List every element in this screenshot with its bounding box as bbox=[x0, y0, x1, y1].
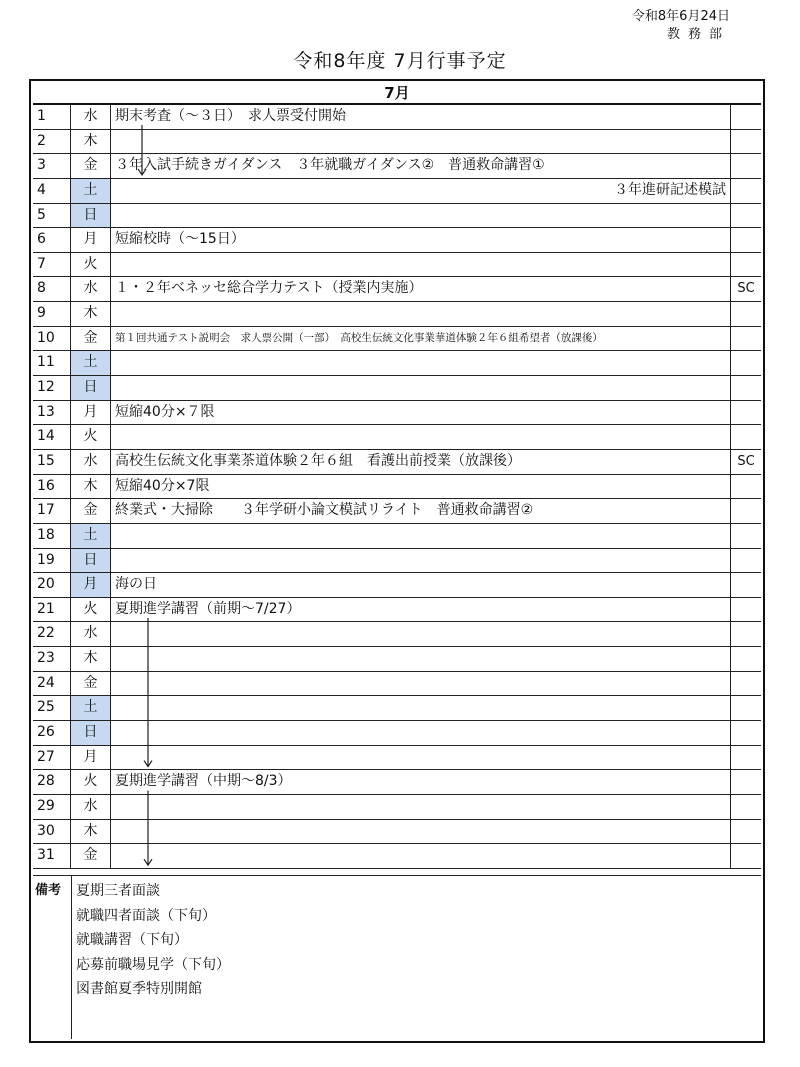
remarks-label: 備考 bbox=[35, 883, 62, 898]
table-row bbox=[33, 844, 761, 869]
event-cell: 夏期進学講習（中期～8/3） bbox=[111, 770, 731, 794]
table-row bbox=[33, 672, 761, 697]
table-row bbox=[33, 746, 761, 771]
day-cell: 14 bbox=[33, 425, 71, 449]
event-cell bbox=[111, 672, 731, 696]
table-row bbox=[33, 598, 761, 623]
weekday-cell: 日 bbox=[71, 204, 111, 228]
note-cell bbox=[731, 253, 761, 277]
table-row bbox=[33, 524, 761, 549]
note-cell bbox=[731, 622, 761, 646]
document-title: 令和8年度 7月行事予定 bbox=[293, 50, 507, 72]
remark-item: 就職四者面談（下旬） bbox=[76, 907, 216, 924]
day-cell: 13 bbox=[33, 401, 71, 425]
note-cell bbox=[731, 844, 761, 868]
event-cell bbox=[111, 351, 731, 375]
event-cell bbox=[111, 746, 731, 770]
note-cell bbox=[731, 672, 761, 696]
weekday-cell: 金 bbox=[71, 844, 111, 868]
event-cell bbox=[111, 253, 731, 277]
day-cell: 26 bbox=[33, 721, 71, 745]
event-cell: 短縮40分×７限 bbox=[111, 401, 731, 425]
event-cell bbox=[111, 622, 731, 646]
event-cell bbox=[111, 524, 731, 548]
day-cell: 15 bbox=[33, 450, 71, 474]
note-cell bbox=[731, 105, 761, 129]
table-row bbox=[33, 820, 761, 845]
day-cell: 17 bbox=[33, 499, 71, 523]
note-cell bbox=[731, 154, 761, 178]
note-cell bbox=[731, 770, 761, 794]
weekday-cell: 火 bbox=[71, 598, 111, 622]
day-cell: 20 bbox=[33, 573, 71, 597]
weekday-cell: 水 bbox=[71, 277, 111, 301]
weekday-cell: 水 bbox=[71, 105, 111, 129]
table-row bbox=[33, 228, 761, 253]
weekday-cell: 木 bbox=[71, 302, 111, 326]
event-cell: １・２年ベネッセ総合学力テスト（授業内実施） bbox=[111, 277, 731, 301]
table-row bbox=[33, 770, 761, 795]
day-cell: 1 bbox=[33, 105, 71, 129]
note-cell bbox=[731, 598, 761, 622]
table-row bbox=[33, 696, 761, 721]
weekday-cell: 火 bbox=[71, 770, 111, 794]
note-cell bbox=[731, 401, 761, 425]
note-cell bbox=[731, 647, 761, 671]
weekday-cell: 月 bbox=[71, 228, 111, 252]
event-cell bbox=[111, 549, 731, 573]
note-cell: SC bbox=[737, 281, 755, 297]
day-cell: 12 bbox=[33, 376, 71, 400]
day-cell: 30 bbox=[33, 820, 71, 844]
note-cell bbox=[731, 130, 761, 154]
event-cell: 期末考査（～３日） 求人票受付開始 bbox=[111, 105, 731, 129]
remark-item: 夏期三者面談 bbox=[76, 883, 160, 899]
note-cell bbox=[731, 573, 761, 597]
weekday-cell: 火 bbox=[71, 253, 111, 277]
weekday-cell: 水 bbox=[71, 450, 111, 474]
event-cell: 短縮40分×7限 bbox=[111, 475, 731, 499]
event-cell bbox=[111, 721, 731, 745]
day-cell: 10 bbox=[33, 327, 71, 351]
note-cell: SC bbox=[737, 453, 755, 469]
event-cell bbox=[111, 820, 731, 844]
header-date: 令和8年6月24日 bbox=[631, 9, 730, 24]
weekday-cell: 土 bbox=[71, 351, 111, 375]
day-cell: 23 bbox=[33, 647, 71, 671]
event-cell bbox=[111, 130, 731, 154]
table-row bbox=[33, 401, 761, 426]
event-cell bbox=[111, 204, 731, 228]
table-row bbox=[33, 327, 761, 352]
weekday-cell: 木 bbox=[71, 475, 111, 499]
day-cell: 5 bbox=[33, 204, 71, 228]
note-cell bbox=[731, 524, 761, 548]
event-cell bbox=[111, 376, 731, 400]
day-cell: 31 bbox=[33, 844, 71, 868]
event-cell bbox=[111, 647, 731, 671]
note-cell bbox=[731, 228, 761, 252]
day-cell: 2 bbox=[33, 130, 71, 154]
note-cell bbox=[731, 820, 761, 844]
note-cell bbox=[731, 696, 761, 720]
note-cell bbox=[731, 179, 761, 203]
event-cell: 高校生伝統文化事業茶道体験２年６組 看護出前授業（放課後） bbox=[111, 450, 731, 474]
day-cell: 8 bbox=[33, 277, 71, 301]
day-cell: 11 bbox=[33, 351, 71, 375]
event-cell: 第１回共通テスト説明会 求人票公開（一部） 高校生伝統文化事業華道体験２年６組希望者（放課後） bbox=[111, 327, 731, 351]
table-row bbox=[33, 105, 761, 130]
day-cell: 18 bbox=[33, 524, 71, 548]
day-cell: 22 bbox=[33, 622, 71, 646]
weekday-cell: 月 bbox=[71, 746, 111, 770]
note-cell bbox=[731, 425, 761, 449]
event-cell: ３年入試手続きガイダンス ３年就職ガイダンス② 普通救命講習① bbox=[111, 154, 731, 178]
weekday-cell: 火 bbox=[71, 425, 111, 449]
note-cell bbox=[731, 499, 761, 523]
remarks-section bbox=[33, 875, 761, 1039]
table-row bbox=[33, 795, 761, 820]
event-cell: 夏期進学講習（前期～7/27） bbox=[111, 598, 731, 622]
weekday-cell: 木 bbox=[71, 647, 111, 671]
table-row bbox=[33, 573, 761, 598]
weekday-cell: 木 bbox=[71, 130, 111, 154]
table-row bbox=[33, 351, 761, 376]
weekday-cell: 土 bbox=[71, 179, 111, 203]
table-row bbox=[33, 450, 761, 475]
day-cell: 21 bbox=[33, 598, 71, 622]
day-cell: 3 bbox=[33, 154, 71, 178]
weekday-cell: 水 bbox=[71, 622, 111, 646]
day-cell: 19 bbox=[33, 549, 71, 573]
month-header: 7月 bbox=[33, 81, 761, 105]
day-cell: 4 bbox=[33, 179, 71, 203]
weekday-cell: 月 bbox=[71, 573, 111, 597]
schedule-grid bbox=[33, 105, 761, 869]
event-cell bbox=[111, 844, 731, 868]
table-row bbox=[33, 721, 761, 746]
weekday-cell: 土 bbox=[71, 524, 111, 548]
table-row bbox=[33, 499, 761, 524]
weekday-cell: 金 bbox=[71, 499, 111, 523]
remark-item: 応募前職場見学（下旬） bbox=[76, 956, 230, 973]
weekday-cell: 日 bbox=[71, 376, 111, 400]
note-cell bbox=[731, 475, 761, 499]
event-cell bbox=[111, 696, 731, 720]
table-row bbox=[33, 154, 761, 179]
weekday-cell: 水 bbox=[71, 795, 111, 819]
table-row bbox=[33, 204, 761, 229]
event-cell: 短縮校時（～15日） bbox=[111, 228, 731, 252]
note-cell bbox=[731, 549, 761, 573]
day-cell: 6 bbox=[33, 228, 71, 252]
event-cell: 終業式・大掃除 ３年学研小論文模試リライト 普通救命講習② bbox=[111, 499, 731, 523]
note-cell bbox=[731, 746, 761, 770]
table-row bbox=[33, 277, 761, 302]
table-row bbox=[33, 622, 761, 647]
table-row bbox=[33, 647, 761, 672]
event-cell bbox=[111, 425, 731, 449]
weekday-cell: 木 bbox=[71, 820, 111, 844]
day-cell: 27 bbox=[33, 746, 71, 770]
day-cell: 29 bbox=[33, 795, 71, 819]
weekday-cell: 土 bbox=[71, 696, 111, 720]
remark-item: 図書館夏季特別開館 bbox=[76, 981, 202, 997]
day-cell: 9 bbox=[33, 302, 71, 326]
note-cell bbox=[731, 302, 761, 326]
remarks-list bbox=[71, 876, 761, 1039]
weekday-cell: 日 bbox=[71, 721, 111, 745]
day-cell: 16 bbox=[33, 475, 71, 499]
table-row bbox=[33, 376, 761, 401]
day-cell: 28 bbox=[33, 770, 71, 794]
weekday-cell: 月 bbox=[71, 401, 111, 425]
weekday-cell: 金 bbox=[71, 327, 111, 351]
remark-item: 就職講習（下旬） bbox=[76, 932, 188, 948]
table-row bbox=[33, 179, 761, 204]
note-cell bbox=[731, 351, 761, 375]
note-cell bbox=[731, 795, 761, 819]
table-row bbox=[33, 549, 761, 574]
table-row bbox=[33, 253, 761, 278]
table-row bbox=[33, 130, 761, 155]
day-cell: 24 bbox=[33, 672, 71, 696]
table-row bbox=[33, 475, 761, 500]
header-dept: 教務部 bbox=[666, 27, 730, 42]
weekday-cell: 日 bbox=[71, 549, 111, 573]
event-cell bbox=[111, 795, 731, 819]
table-row bbox=[33, 302, 761, 327]
day-cell: 25 bbox=[33, 696, 71, 720]
weekday-cell: 金 bbox=[71, 154, 111, 178]
note-cell bbox=[731, 204, 761, 228]
note-cell bbox=[731, 327, 761, 351]
event-cell bbox=[111, 302, 731, 326]
event-cell: 海の日 bbox=[111, 573, 731, 597]
schedule-sheet bbox=[29, 79, 765, 1043]
note-cell bbox=[731, 721, 761, 745]
event-cell: ３年進研記述模試 bbox=[111, 179, 731, 203]
note-cell bbox=[731, 376, 761, 400]
day-cell: 7 bbox=[33, 253, 71, 277]
weekday-cell: 金 bbox=[71, 672, 111, 696]
table-row bbox=[33, 425, 761, 450]
